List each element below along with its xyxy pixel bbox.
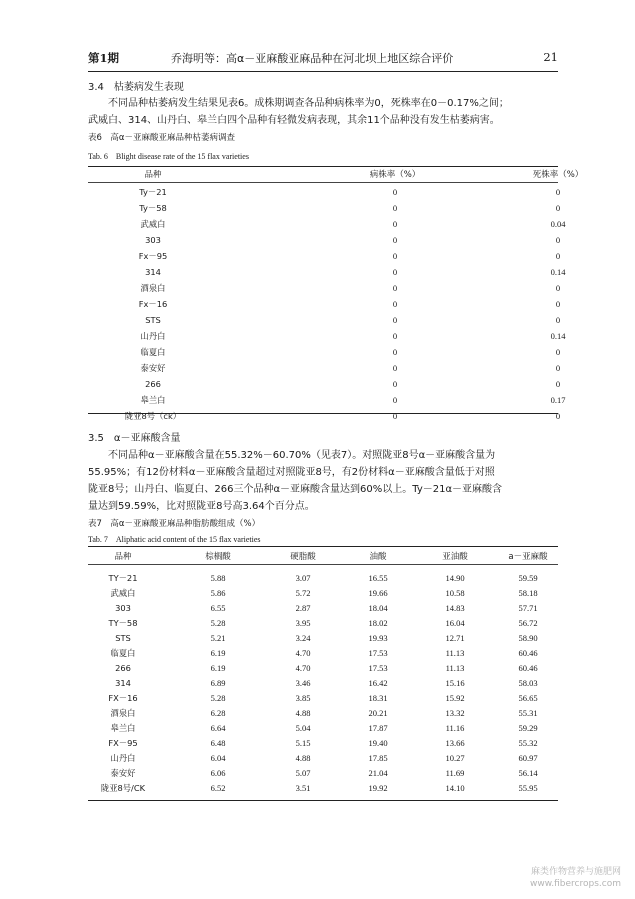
issue-number: 第1期 [88, 51, 120, 65]
table-cell: 0 [555, 203, 561, 213]
table6-header-rule [88, 182, 558, 183]
table-cell: 11.16 [445, 723, 465, 733]
table-cell: 0 [392, 203, 398, 213]
table7-header-cell: 棕榈酸 [205, 552, 231, 562]
table-row [88, 313, 561, 327]
header-rule [88, 71, 558, 72]
table-cell: 3.95 [295, 618, 311, 628]
table-row [88, 766, 558, 780]
table-cell: TY－58 [108, 618, 138, 628]
table-cell: 19.40 [368, 738, 388, 748]
table-cell: 0 [392, 395, 398, 405]
table-cell: 314 [145, 267, 161, 277]
table-cell: 0.17 [550, 395, 566, 405]
watermark-line: 麻类作物营养与施肥网 [530, 867, 621, 877]
table-cell: 16.42 [368, 678, 388, 688]
table-row [88, 329, 566, 343]
table-cell: 59.29 [518, 723, 538, 733]
table-cell: TY－21 [108, 573, 138, 583]
table-cell: 0 [555, 235, 561, 245]
table-cell: 19.92 [368, 783, 388, 793]
table-cell: 20.21 [368, 708, 388, 718]
table-cell: 3.46 [295, 678, 311, 688]
table-cell: 5.86 [210, 588, 226, 598]
table-cell: 5.15 [295, 738, 311, 748]
table-cell: 山丹白 [140, 331, 166, 341]
table7-caption-zh: 表7 高α－亚麻酸亚麻品种脂肪酸组成（%） [88, 519, 261, 529]
table-cell: 18.02 [368, 618, 388, 628]
table-cell: 6.19 [210, 663, 226, 673]
table7-bottom-rule [88, 800, 558, 801]
table-cell: 55.95 [518, 783, 538, 793]
table-cell: 60.97 [518, 753, 538, 763]
table-cell: 6.04 [210, 753, 226, 763]
table-cell: 0.14 [550, 331, 566, 341]
table-cell: 临夏白 [110, 648, 136, 658]
table-cell: 6.89 [210, 678, 226, 688]
table-cell: 15.16 [445, 678, 465, 688]
table-cell: 55.31 [518, 708, 538, 718]
table-cell: 6.19 [210, 648, 226, 658]
paragraph-line: 不同品种α－亚麻酸含量在55.32%－60.70%（见表7）。对照陇亚8号α－亚麻酸含量为 [108, 450, 496, 461]
table-cell: 5.28 [210, 618, 226, 628]
table-row [88, 393, 566, 407]
table-cell: 0 [555, 283, 561, 293]
table-cell: 0 [392, 219, 398, 229]
table-cell: 2.87 [295, 603, 311, 613]
table-cell: 303 [115, 603, 131, 613]
table-cell: 0 [555, 411, 561, 421]
table-cell: 58.90 [518, 633, 538, 643]
table-cell: 17.87 [368, 723, 388, 733]
table-cell: 19.66 [368, 588, 388, 598]
table-cell: 6.64 [210, 723, 226, 733]
table-cell: 5.04 [295, 723, 311, 733]
table-cell: 0 [555, 187, 561, 197]
table-cell: 11.13 [445, 663, 465, 673]
table-cell: FX－16 [108, 693, 138, 703]
table-row [88, 751, 558, 765]
table-cell: 5.28 [210, 693, 226, 703]
table-cell: 60.46 [518, 648, 538, 658]
table-cell: 10.27 [445, 753, 465, 763]
table7-header-cell: 硬脂酸 [290, 552, 316, 562]
table-cell: 11.69 [445, 768, 465, 778]
table-row [88, 571, 558, 585]
table-cell: 0 [392, 283, 398, 293]
table-cell: 3.24 [295, 633, 311, 643]
table-cell: 3.51 [295, 783, 311, 793]
table7-header-cell: a－亚麻酸 [508, 552, 548, 562]
table-cell: 5.21 [210, 633, 226, 643]
paragraph-line: 量达到59.59%，比对照陇亚8号高3.64个百分点。 [88, 501, 315, 512]
table6-header-cell: 病株率（%） [369, 170, 421, 180]
table-cell: 0 [555, 347, 561, 357]
table-row [88, 265, 566, 279]
table-cell: 57.71 [518, 603, 538, 613]
table-row [88, 249, 561, 263]
table-cell: 303 [145, 235, 161, 245]
paragraph-line: 不同品种枯萎病发生结果见表6。成株期调查各品种病株率为0，死株率在0－0.17%之间； [108, 98, 509, 109]
paragraph-line: 55.95%；有12份材料α－亚麻酸含量超过对照陇亚8号，有2份材料α－亚麻酸含量低于对照 [88, 467, 495, 478]
table-row [88, 676, 558, 690]
table7-top-rule [88, 546, 558, 547]
table-cell: 0 [392, 331, 398, 341]
table-cell: 6.06 [210, 768, 226, 778]
table-cell: 55.32 [518, 738, 538, 748]
table-cell: 0 [392, 187, 398, 197]
table-cell: 0 [392, 299, 398, 309]
table-cell: 武威白 [140, 219, 166, 229]
table-cell: 14.90 [445, 573, 465, 583]
table-row [88, 736, 558, 750]
table6-caption-zh: 表6 高α－亚麻酸亚麻品种枯萎病调查 [88, 133, 236, 143]
table-cell: 14.83 [445, 603, 465, 613]
table-row [88, 706, 558, 720]
table-cell: 58.03 [518, 678, 538, 688]
table-cell: 314 [115, 678, 131, 688]
table-cell: 酒泉白 [110, 708, 136, 718]
table-row [88, 297, 561, 311]
table-row [88, 281, 561, 295]
section-heading-3-5: 3.5 α－亚麻酸含量 [88, 433, 181, 444]
table-row [88, 217, 566, 231]
table-cell: 0 [392, 363, 398, 373]
table7-header-rule [88, 564, 558, 565]
table-cell: 皋兰白 [110, 723, 136, 733]
table-cell: 陇亚8号/CK [100, 783, 146, 793]
table-cell: 266 [115, 663, 131, 673]
table-cell: 皋兰白 [140, 395, 166, 405]
table-cell: 0 [555, 251, 561, 261]
table-cell: Fx－95 [138, 251, 168, 261]
table6-top-rule [88, 166, 558, 167]
table6-caption-en: Tab. 6 Blight disease rate of the 15 flax varieties [88, 152, 249, 161]
table-cell: 0.14 [550, 267, 566, 277]
table-row [88, 233, 561, 247]
table-row [88, 185, 561, 199]
table-cell: 6.28 [210, 708, 226, 718]
table-cell: FX－95 [108, 738, 138, 748]
table-cell: 21.04 [368, 768, 388, 778]
table-row [88, 661, 558, 675]
table-cell: 酒泉白 [140, 283, 166, 293]
table-cell: 4.88 [295, 753, 311, 763]
table-cell: 10.58 [445, 588, 465, 598]
table-row [88, 781, 558, 795]
running-title: 乔海明等：高α－亚麻酸亚麻品种在河北坝上地区综合评价 [171, 52, 454, 65]
table-cell: 3.85 [295, 693, 311, 703]
table-cell: 56.65 [518, 693, 538, 703]
running-header [88, 48, 558, 70]
table-cell: 0 [555, 299, 561, 309]
table-cell: 17.53 [368, 648, 388, 658]
table-cell: 5.07 [295, 768, 311, 778]
table-row [88, 691, 558, 705]
table-cell: 14.10 [445, 783, 465, 793]
table-cell: 17.53 [368, 663, 388, 673]
table-cell: 56.14 [518, 768, 538, 778]
table-cell: 0 [555, 379, 561, 389]
table-cell: 4.70 [295, 648, 311, 658]
table-cell: 临夏白 [140, 347, 166, 357]
section-heading-3-4: 3.4 枯萎病发生表现 [88, 82, 184, 93]
table-cell: 武威白 [110, 588, 136, 598]
table-row [88, 409, 561, 423]
table-cell: 56.72 [518, 618, 538, 628]
table-row [88, 646, 558, 660]
table-cell: 0.04 [550, 219, 566, 229]
table7-header-cell: 油酸 [369, 552, 387, 562]
table-cell: 0 [392, 235, 398, 245]
table-cell: 泰安好 [140, 363, 166, 373]
table-cell: 6.55 [210, 603, 226, 613]
table-cell: 18.31 [368, 693, 388, 703]
table6-header-cell: 死株率（%） [532, 170, 584, 180]
table-cell: 0 [392, 347, 398, 357]
table-row [88, 631, 558, 645]
table-cell: 4.70 [295, 663, 311, 673]
table-cell: 6.52 [210, 783, 226, 793]
table-cell: 3.07 [295, 573, 311, 583]
table-cell: 0 [555, 315, 561, 325]
table-cell: 266 [145, 379, 161, 389]
table-cell: 4.88 [295, 708, 311, 718]
table-cell: 5.72 [295, 588, 311, 598]
table-cell: 陇亚8号（ck） [124, 411, 182, 421]
table-cell: 0 [392, 379, 398, 389]
table-row [88, 201, 561, 215]
table-cell: 13.66 [445, 738, 465, 748]
paragraph-line: 陇亚8号；山丹白、临夏白、266三个品种α－亚麻酸含量达到60%以上。Ty－21α－亚麻酸含 [88, 484, 503, 495]
table-cell: 18.04 [368, 603, 388, 613]
table-cell: STS [145, 315, 161, 325]
table-cell: 17.85 [368, 753, 388, 763]
table-row [88, 377, 561, 391]
page-number: 21 [543, 50, 558, 64]
table7-header-cell: 亚油酸 [442, 552, 468, 562]
table-cell: Ty－58 [139, 203, 167, 213]
table-cell: Fx－16 [138, 299, 168, 309]
table-cell: 5.88 [210, 573, 226, 583]
table-row [88, 345, 561, 359]
table-row [88, 586, 558, 600]
table-cell: 0 [392, 411, 398, 421]
table-cell: 0 [392, 251, 398, 261]
table-cell: 16.55 [368, 573, 388, 583]
table-cell: 0 [392, 267, 398, 277]
table-cell: 15.92 [445, 693, 465, 703]
table7-header-row [88, 550, 558, 564]
table-cell: 0 [392, 315, 398, 325]
table7-header-cell: 品种 [114, 552, 132, 562]
table-row [88, 601, 558, 615]
table-cell: 19.93 [368, 633, 388, 643]
table-row [88, 361, 561, 375]
table-cell: 58.18 [518, 588, 538, 598]
table-cell: 泰安好 [110, 768, 136, 778]
table-row [88, 616, 558, 630]
table7-caption-en: Tab. 7 Aliphatic acid content of the 15 flax varieties [88, 535, 261, 544]
table-cell: 11.13 [445, 648, 465, 658]
table-cell: 山丹白 [110, 753, 136, 763]
table6-header-cell: 品种 [144, 170, 162, 180]
table-cell: Ty－21 [139, 187, 167, 197]
table-cell: 12.71 [445, 633, 465, 643]
table-cell: 0 [555, 363, 561, 373]
paragraph-line: 武威白、314、山丹白、皋兰白四个品种有轻微发病表现，其余11个品种没有发生枯萎病害。 [88, 115, 500, 126]
table-cell: 16.04 [445, 618, 465, 628]
watermark-line: www.fibercrops.com [530, 879, 621, 889]
table-cell: STS [115, 633, 131, 643]
table-cell: 13.32 [445, 708, 465, 718]
table6-header-row [88, 168, 584, 182]
table-cell: 6.48 [210, 738, 226, 748]
watermark [530, 866, 621, 890]
table-cell: 60.46 [518, 663, 538, 673]
table-cell: 59.59 [518, 573, 538, 583]
table-row [88, 721, 558, 735]
